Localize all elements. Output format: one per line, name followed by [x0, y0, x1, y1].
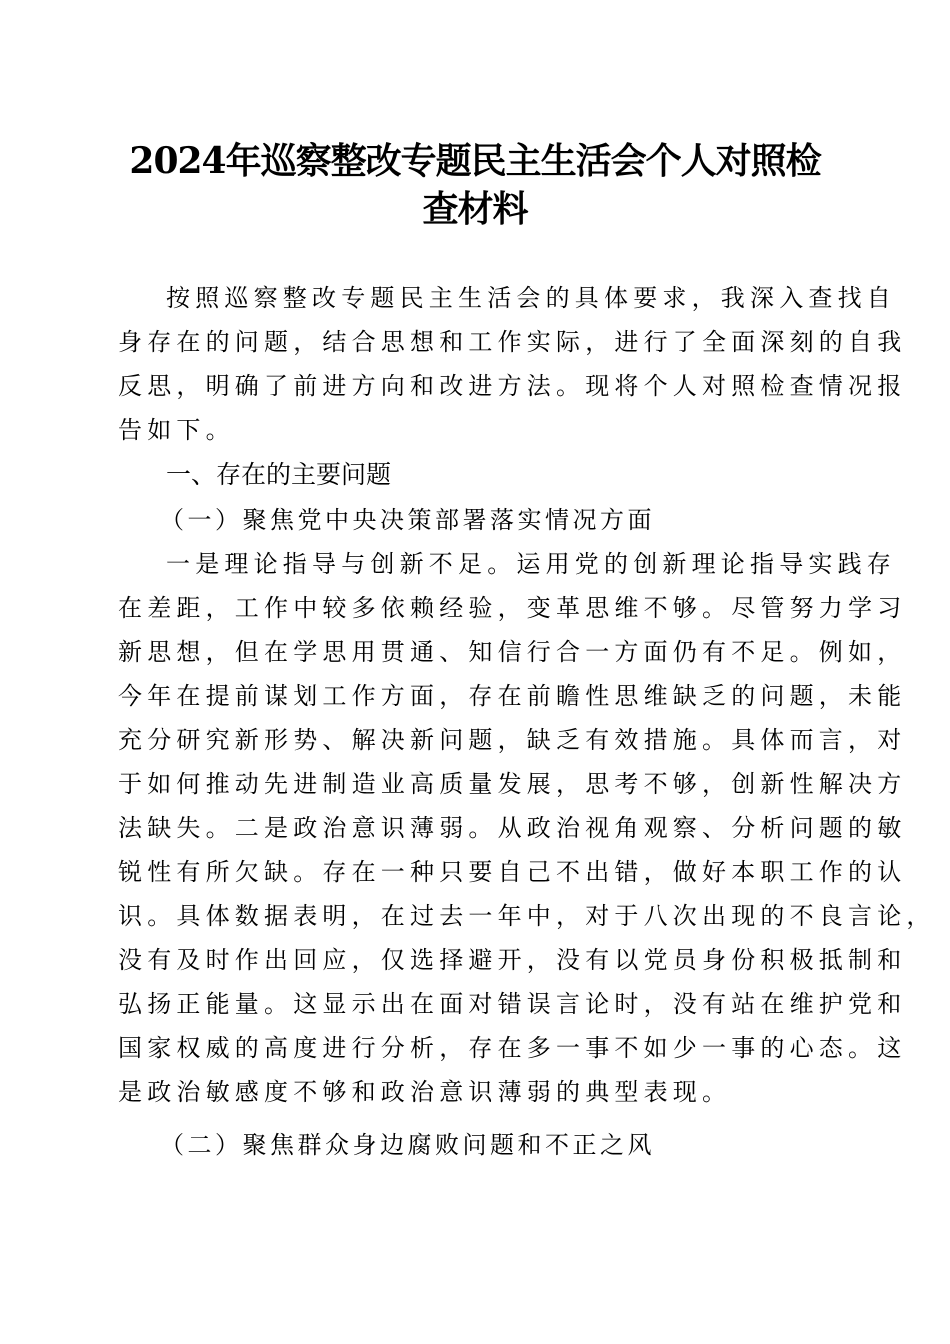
intro-line-4: 告如下。 [118, 416, 235, 444]
body-line-10: 没有及时作出回应，仅选择避开，没有以党员身份积极抵制和 [118, 946, 907, 974]
subsection-heading-1: （一）聚焦党中央决策部署落实情况方面 [160, 506, 655, 534]
body-line-4: 今年在提前谋划工作方面，存在前瞻性思维缺乏的问题，未能 [118, 682, 907, 710]
document-title-line-1: 2024年巡察整改专题民主生活会个人对照检 [129, 140, 821, 182]
body-line-8: 锐性有所欠缺。存在一种只要自己不出错，做好本职工作的认 [118, 858, 907, 886]
intro-line-1: 按照巡察整改专题民主生活会的具体要求，我深入查找自 [166, 284, 896, 312]
body-line-12: 国家权威的高度进行分析，存在多一事不如少一事的心态。这 [118, 1034, 907, 1062]
body-line-3: 新思想，但在学思用贯通、知信行合一方面仍有不足。例如， [118, 638, 907, 666]
body-line-7: 法缺失。二是政治意识薄弱。从政治视角观察、分析问题的敏 [118, 814, 907, 842]
body-line-1 [166, 549, 897, 579]
body-line-13: 是政治敏感度不够和政治意识薄弱的典型表现。 [118, 1078, 732, 1106]
intro-line-2: 身存在的问题，结合思想和工作实际，进行了全面深刻的自我 [118, 328, 907, 356]
intro-line-3: 反思，明确了前进方向和改进方法。现将个人对照检查情况报 [118, 372, 907, 400]
body-line-9: 识。具体数据表明，在过去一年中，对于八次出现的不良言论， [118, 902, 936, 930]
subsection-1-lead: 一是理论指导与创新不足。 [166, 550, 517, 578]
subsection-heading-2: （二）聚焦群众身边腐败问题和不正之风 [160, 1131, 655, 1159]
section-heading-problems: 一、存在的主要问题 [166, 460, 392, 489]
body-line-5: 充分研究新形势、解决新问题，缺乏有效措施。具体而言，对 [118, 726, 907, 754]
body-line-6: 于如何推动先进制造业高质量发展，思考不够，创新性解决方 [118, 770, 907, 798]
body-line-11: 弘扬正能量。这显示出在面对错误言论时，没有站在维护党和 [118, 990, 907, 1018]
body-line-2: 在差距，工作中较多依赖经验，变革思维不够。尽管努力学习 [118, 594, 907, 622]
document-title-line-2: 查材料 [422, 188, 528, 230]
subsection-1-line-1-text: 运用党的创新理论指导实践存 [516, 550, 897, 578]
